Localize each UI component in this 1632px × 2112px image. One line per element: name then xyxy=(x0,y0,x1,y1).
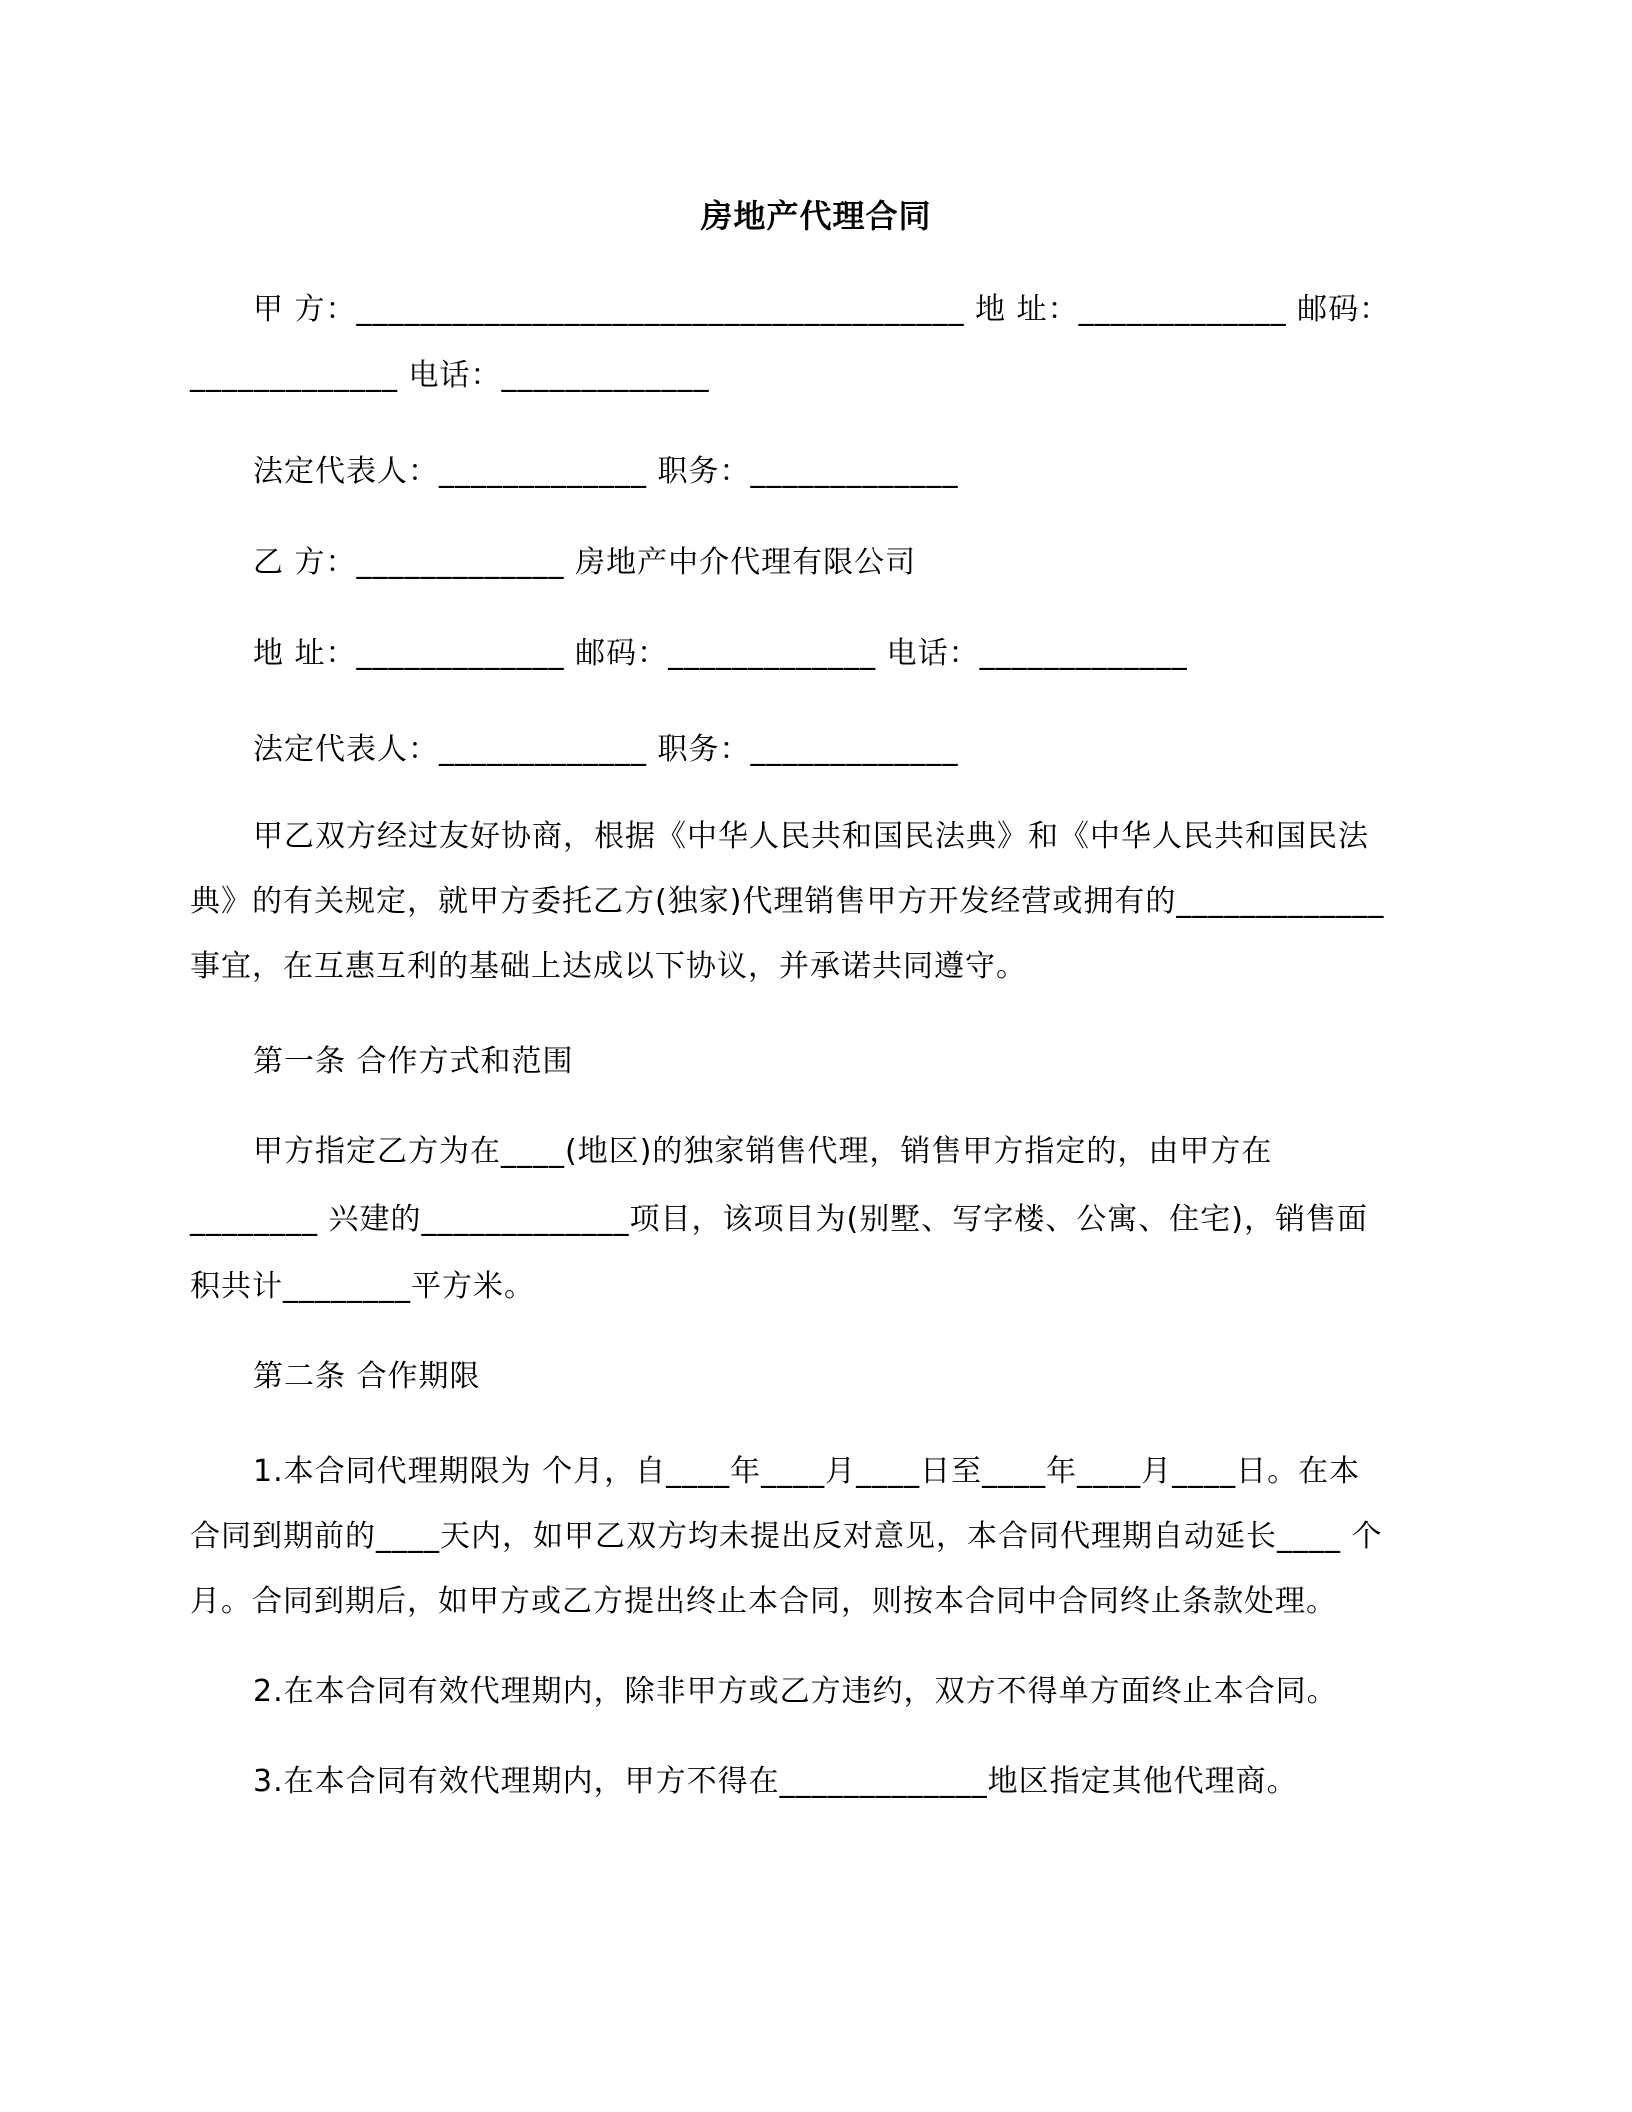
party-a-line-cont: _____________ 电话：_____________ xyxy=(190,358,710,393)
article-2-heading: 第二条 合作期限 xyxy=(253,1359,481,1394)
article-2-clause-1-line-2: 合同到期前的____天内，如甲乙双方均未提出反对意见，本合同代理期自动延长____ 个 xyxy=(190,1519,1383,1554)
party-b-line: 乙 方：_____________ 房地产中介代理有限公司 xyxy=(253,545,917,580)
article-2-clause-2: 2.在本合同有效代理期内，除非甲方或乙方违约，双方不得单方面终止本合同。 xyxy=(253,1674,1338,1709)
article-1-paragraph-line-2: ________ 兴建的_____________项目，该项目为(别墅、写字楼、公寓、住宅)，销售面 xyxy=(190,1202,1368,1237)
intro-paragraph-line-1: 甲乙双方经过友好协商，根据《中华人民共和国民法典》和《中华人民共和国民法 xyxy=(253,819,1369,854)
party-a-line: 甲 方：______________________________________ 地 址：_____________ 邮码： xyxy=(253,292,1391,327)
article-1-heading: 第一条 合作方式和范围 xyxy=(253,1044,574,1079)
party-a-representative-line: 法定代表人：_____________ 职务：_____________ xyxy=(253,454,959,489)
article-2-clause-1-line-3: 月。合同到期后，如甲方或乙方提出终止本合同，则按本合同中合同终止条款处理。 xyxy=(190,1584,1337,1619)
intro-paragraph-line-3: 事宜，在互惠互利的基础上达成以下协议，并承诺共同遵守。 xyxy=(190,949,1027,984)
article-1-paragraph-line-3: 积共计________平方米。 xyxy=(190,1269,535,1304)
intro-paragraph-line-2: 典》的有关规定，就甲方委托乙方(独家)代理销售甲方开发经营或拥有的_____________ xyxy=(190,884,1385,919)
article-1-paragraph-line-1: 甲方指定乙方为在____(地区)的独家销售代理，销售甲方指定的，由甲方在 xyxy=(253,1134,1273,1169)
party-b-address-line: 地 址：_____________ 邮码：_____________ 电话：_____________ xyxy=(253,636,1188,671)
document-title: 房地产代理合同 xyxy=(700,197,932,235)
party-b-representative-line: 法定代表人：_____________ 职务：_____________ xyxy=(253,732,959,767)
article-2-clause-1-line-1: 1.本合同代理期限为 个月，自____年____月____日至____年____月____日。在本 xyxy=(253,1454,1361,1489)
article-2-clause-3: 3.在本合同有效代理期内，甲方不得在_____________地区指定其他代理商。 xyxy=(253,1764,1298,1799)
